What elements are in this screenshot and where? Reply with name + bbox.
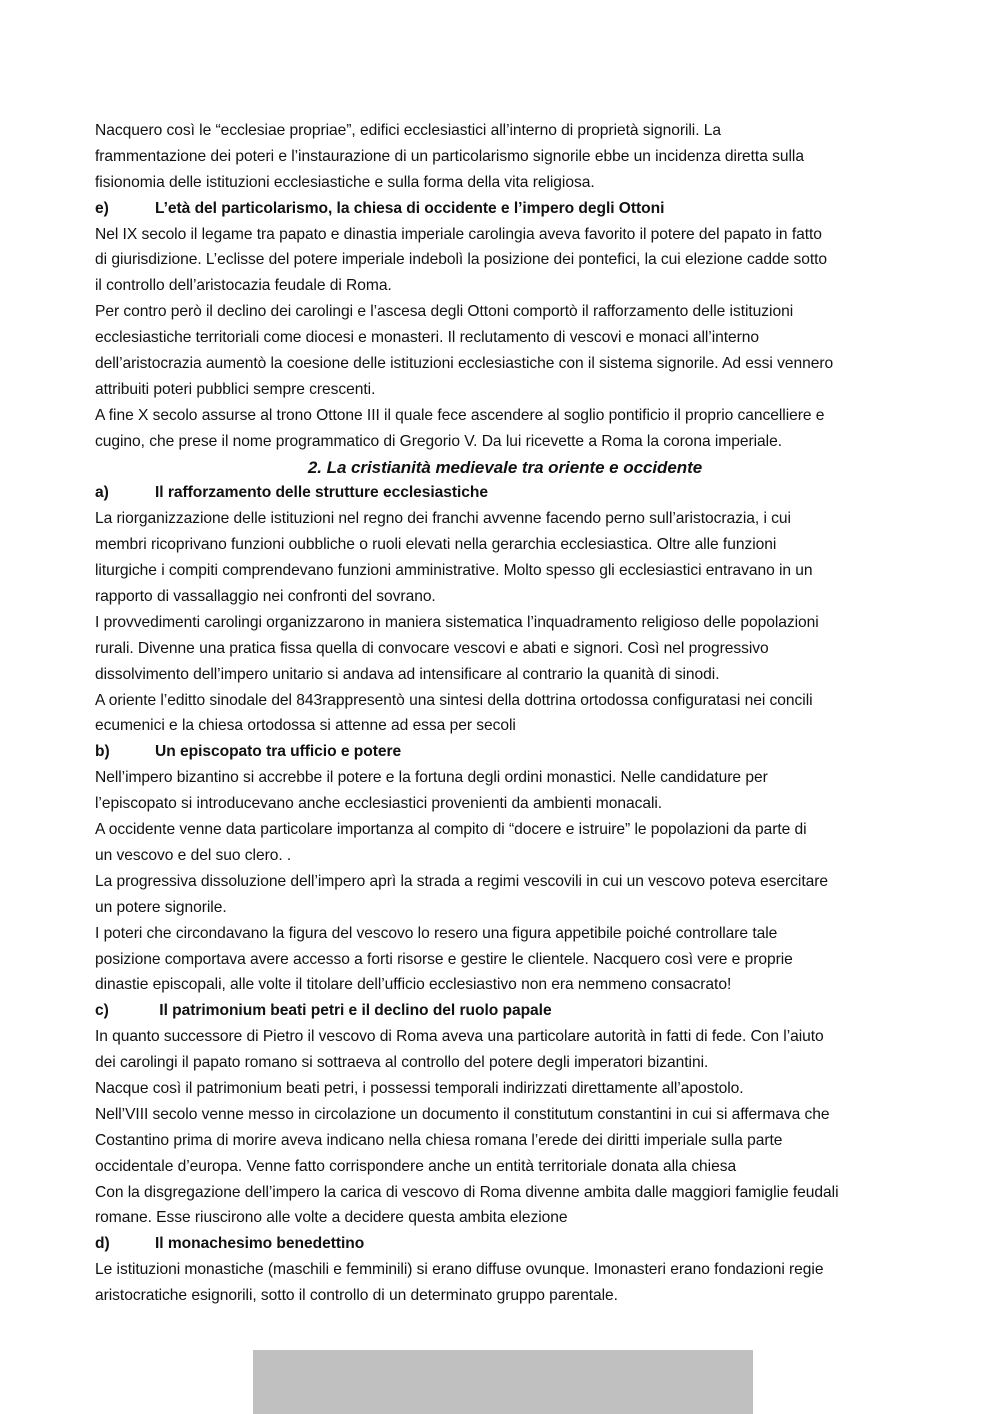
body-text-line: Nacque così il patrimonium beati petri, i possessi temporali indirizzati direttamente all’apostolo. xyxy=(95,1079,744,1097)
body-text-line: un vescovo e del suo clero. . xyxy=(95,846,292,864)
footer-gray-box xyxy=(253,1350,753,1414)
body-text-line: dell’aristocrazia aumentò la coesione delle istituzioni ecclesiastiche con il sistema signorile. Ad essi vennero xyxy=(95,355,834,373)
body-text-line: romane. Esse riuscirono alle volte a decidere questa ambita elezione xyxy=(95,1209,568,1227)
section-letter: a) xyxy=(95,484,109,502)
body-text-line: A fine X secolo assurse al trono Ottone III il quale fece ascendere al soglio pontificio il proprio cancelliere e xyxy=(95,406,825,424)
body-text-line: Nel IX secolo il legame tra papato e dinastia imperiale carolingia aveva favorito il potere del papato in fatto xyxy=(95,225,822,243)
section-heading xyxy=(95,480,915,506)
body-text-line: Con la disgregazione dell’impero la carica di vescovo di Roma divenne ambita dalle maggiori famiglie feudali xyxy=(95,1183,839,1201)
body-text-line: frammentazione dei poteri e l’instaurazione di un particolarismo signorile ebbe un incidenza diretta sulla xyxy=(95,147,804,165)
section-title: Un episcopato tra ufficio e potere xyxy=(155,743,402,761)
body-text-line: il controllo dell’aristocazia feudale di Roma. xyxy=(95,277,392,295)
chapter-title: 2. La cristianità medievale tra oriente e occidente xyxy=(307,457,703,477)
section-letter: c) xyxy=(95,1002,109,1020)
section-heading xyxy=(95,998,915,1024)
section-title: Il rafforzamento delle strutture ecclesiastiche xyxy=(155,484,489,502)
body-text-line: l’episcopato si introducevano anche ecclesiastici provenienti da ambienti monacali. xyxy=(95,795,663,813)
body-text-line: ecclesiastiche territoriali come diocesi e monasteri. Il reclutamento di vescovi e monaci all’interno xyxy=(95,329,760,347)
body-text-line: rapporto di vassallaggio nei confronti del sovrano. xyxy=(95,588,436,606)
body-text-line: A occidente venne data particolare importanza al compito di “docere e istruire” le popolazioni da parte di xyxy=(95,821,807,839)
section-letter: b) xyxy=(95,743,110,761)
section-title: Il patrimonium beati petri e il declino del ruolo papale xyxy=(155,1002,552,1020)
body-text-line: La progressiva dissoluzione dell’impero aprì la strada a regimi vescovili in cui un vescovo poteva esercitare xyxy=(95,872,829,890)
body-text-line: dei carolingi il papato romano si sottraeva al controllo del potere degli imperatori bizantini. xyxy=(95,1054,709,1072)
section-letter: d) xyxy=(95,1235,110,1253)
body-text-line: fisionomia delle istituzioni ecclesiastiche e sulla forma della vita religiosa. xyxy=(95,173,595,191)
body-text-line: Nacquero così le “ecclesiae propriae”, edifici ecclesiastici all’interno di proprietà signorili. La xyxy=(95,122,722,139)
body-text-line: membri ricoprivano funzioni oubbliche o ruoli elevati nella gerarchia ecclesiastica. Oltre alle funzioni xyxy=(95,536,777,554)
body-text-line: liturgiche i compiti comprendevano funzioni amministrative. Molto spesso gli ecclesiastici entravano in un xyxy=(95,562,813,580)
body-text-line: I provvedimenti carolingi organizzarono in maniera sistematica l’inquadramento religioso delle popolazioni xyxy=(95,613,819,631)
body-text-line: A oriente l’editto sinodale del 843rappresentò una sintesi della dottrina ortodossa configuratasi nei concili xyxy=(95,691,813,709)
body-text-line: In quanto successore di Pietro il vescovo di Roma aveva una particolare autorità in fatti di fede. Con l’aiuto xyxy=(95,1028,824,1046)
body-text-line: di giurisdizione. L’eclisse del potere imperiale indebolì la posizione dei pontefici, la cui elezione cadde sotto xyxy=(95,251,828,269)
body-text-line: posizione comportava avere accesso a forti risorse e gestire le clientele. Nacquero così vere e proprie xyxy=(95,950,793,968)
body-text-line: I poteri che circondavano la figura del vescovo lo resero una figura appetibile poiché controllare tale xyxy=(95,924,778,942)
body-text-line: Nell’impero bizantino si accrebbe il potere e la fortuna degli ordini monastici. Nelle candidature per xyxy=(95,769,768,787)
section-heading xyxy=(95,739,915,765)
section-title: Il monachesimo benedettino xyxy=(155,1235,365,1253)
body-text-line: Costantino prima di morire aveva indicano nella chiesa romana l’erede dei diritti imperiale sulla parte xyxy=(95,1131,783,1149)
body-text-line: Le istituzioni monastiche (maschili e femminili) si erano diffuse ovunque. Imonasteri erano fondazioni regie xyxy=(95,1261,824,1279)
section-heading xyxy=(95,196,915,222)
section-title: L’età del particolarismo, la chiesa di occidente e l’impero degli Ottoni xyxy=(155,199,665,217)
body-text-line: La riorganizzazione delle istituzioni nel regno dei franchi avvenne facendo perno sull’aristocrazia, i cui xyxy=(95,510,791,528)
body-text-line: un potere signorile. xyxy=(95,898,227,916)
body-text-line: dissolvimento dell’impero unitario si andava ad intensificare al contrario la quanità di sinodi. xyxy=(95,665,720,683)
body-text-line: attribuiti poteri pubblici sempre crescenti. xyxy=(95,380,376,398)
body-text-line: aristocratiche esignorili, sotto il controllo di un determinato gruppo parentale. xyxy=(95,1287,618,1305)
body-text-line: Nell’VIII secolo venne messo in circolazione un documento il constitutum constantini in cui si affermava che xyxy=(95,1105,830,1123)
section-letter: e) xyxy=(95,199,109,217)
document-page xyxy=(95,118,915,1309)
body-text-line: dinastie episcopali, alle volte il titolare dell’ufficio ecclesiastivo non era nemmeno consacrato! xyxy=(95,976,732,994)
body-text-line: ecumenici e la chiesa ortodossa si attenne ad essa per secoli xyxy=(95,717,516,735)
body-text-line: cugino, che prese il nome programmatico di Gregorio V. Da lui ricevette a Roma la corona imperiale. xyxy=(95,432,782,450)
body-text-line: occidentale d’europa. Venne fatto corrispondere anche un entità territoriale donata alla chiesa xyxy=(95,1157,737,1175)
section-heading xyxy=(95,1231,915,1257)
body-text-line: Per contro però il declino dei carolingi e l’ascesa degli Ottoni comportò il rafforzamento delle istituzioni xyxy=(95,303,794,321)
body-text-line: rurali. Divenne una pratica fissa quella di convocare vescovi e abati e signori. Così nel progressivo xyxy=(95,639,769,657)
